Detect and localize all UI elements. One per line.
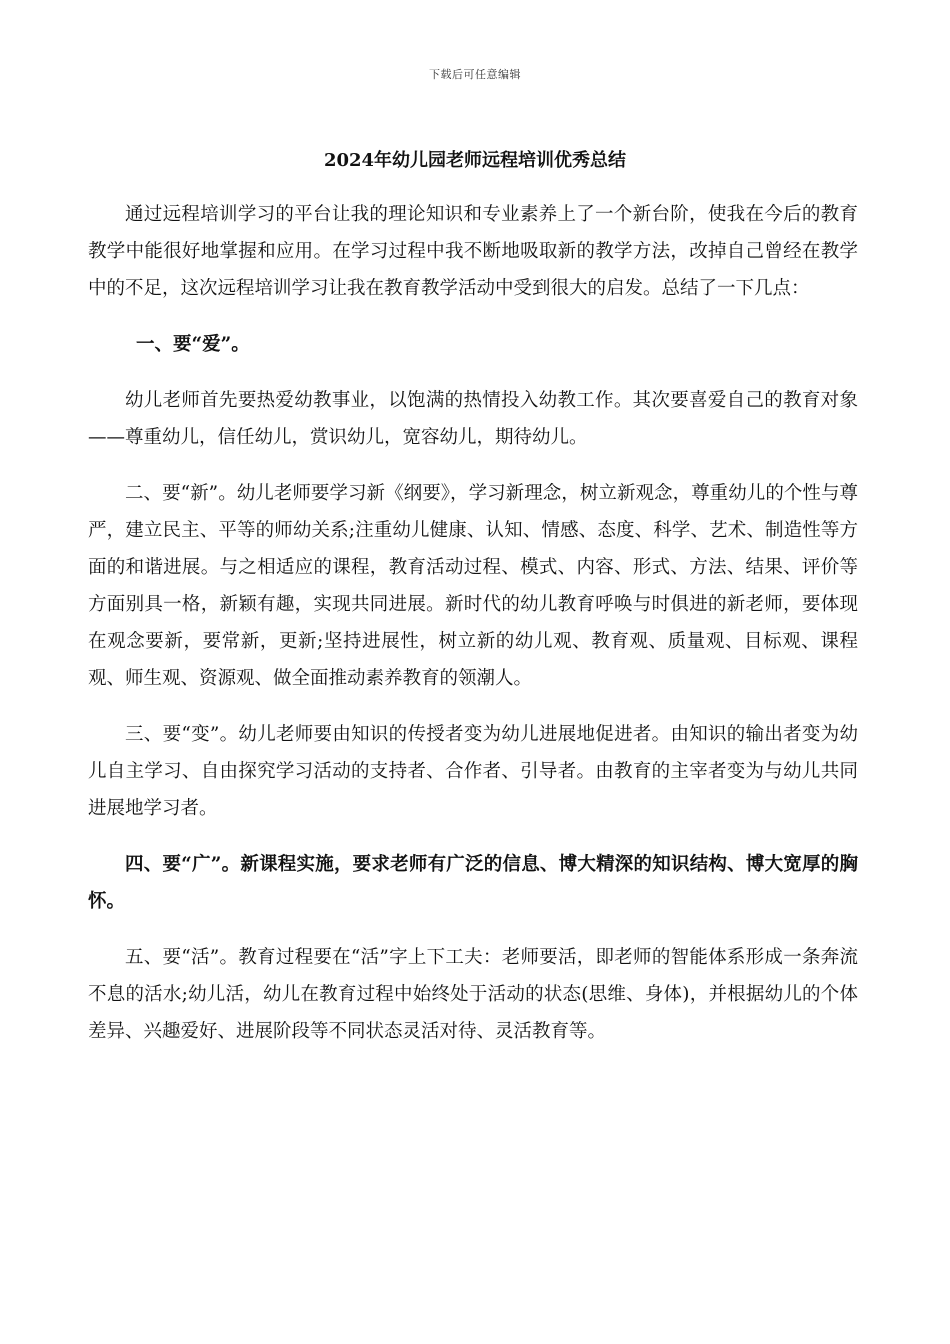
paragraph-love: 幼儿老师首先要热爱幼教事业，以饱满的热情投入幼教工作。其次要喜爱自己的教育对象——尊重幼儿，信任幼儿，赏识幼儿，宽容幼儿，期待幼儿。 [88, 390, 858, 448]
paragraph-lively: 五、要“活”。教育过程要在“活”字上下工夫：老师要活，即老师的智能体系形成一条奔流不息的活水;幼儿活，幼儿在教育过程中始终处于活动的状态(思维、身体)，并根据幼儿的个体差异、兴趣爱好、进展阶段等不同状态灵活对待、灵活教育等。 [88, 947, 858, 1042]
paragraph-change: 三、要“变”。幼儿老师要由知识的传授者变为幼儿进展地促进者。由知识的输出者变为幼儿自主学习、自由探究学习活动的支持者、合作者、引导者。由教育的主宰者变为与幼儿共同进展地学习者。 [88, 724, 858, 819]
paragraph-broad: 四、要“广”。新课程实施，要求老师有广泛的信息、博大精深的知识结构、博大宽厚的胸怀。 [88, 854, 858, 912]
section-heading-love: 一、要“爱”。 [136, 334, 250, 355]
document-body [88, 196, 858, 1069]
header-note: 下载后可任意编辑 [429, 68, 521, 81]
paragraph-intro: 通过远程培训学习的平台让我的理论知识和专业素养上了一个新台阶，使我在今后的教育教学中能很好地掌握和应用。在学习过程中我不断地吸取新的教学方法，改掉自己曾经在教学中的不足，这次远程培训学习让我在教育教学活动中受到很大的启发。总结了一下几点： [88, 204, 858, 299]
paragraph-new: 二、要“新”。幼儿老师要学习新《纲要》，学习新理念，树立新观念，尊重幼儿的个性与尊严，建立民主、平等的师幼关系;注重幼儿健康、认知、情感、态度、科学、艺术、制造性等方面的和谐进展。与之相适应的课程，教育活动过程、模式、内容、形式、方法、结果、评价等方面别具一格，新颖有趣，实现共同进展。新时代的幼儿教育呼唤与时俱进的新老师，要体现在观念要新，要常新，更新;坚持进展性，树立新的幼儿观、教育观、质量观、目标观、课程观、师生观、资源观、做全面推动素养教育的领潮人。 [88, 483, 858, 689]
document-title: 2024年幼儿园老师远程培训优秀总结 [323, 150, 627, 171]
